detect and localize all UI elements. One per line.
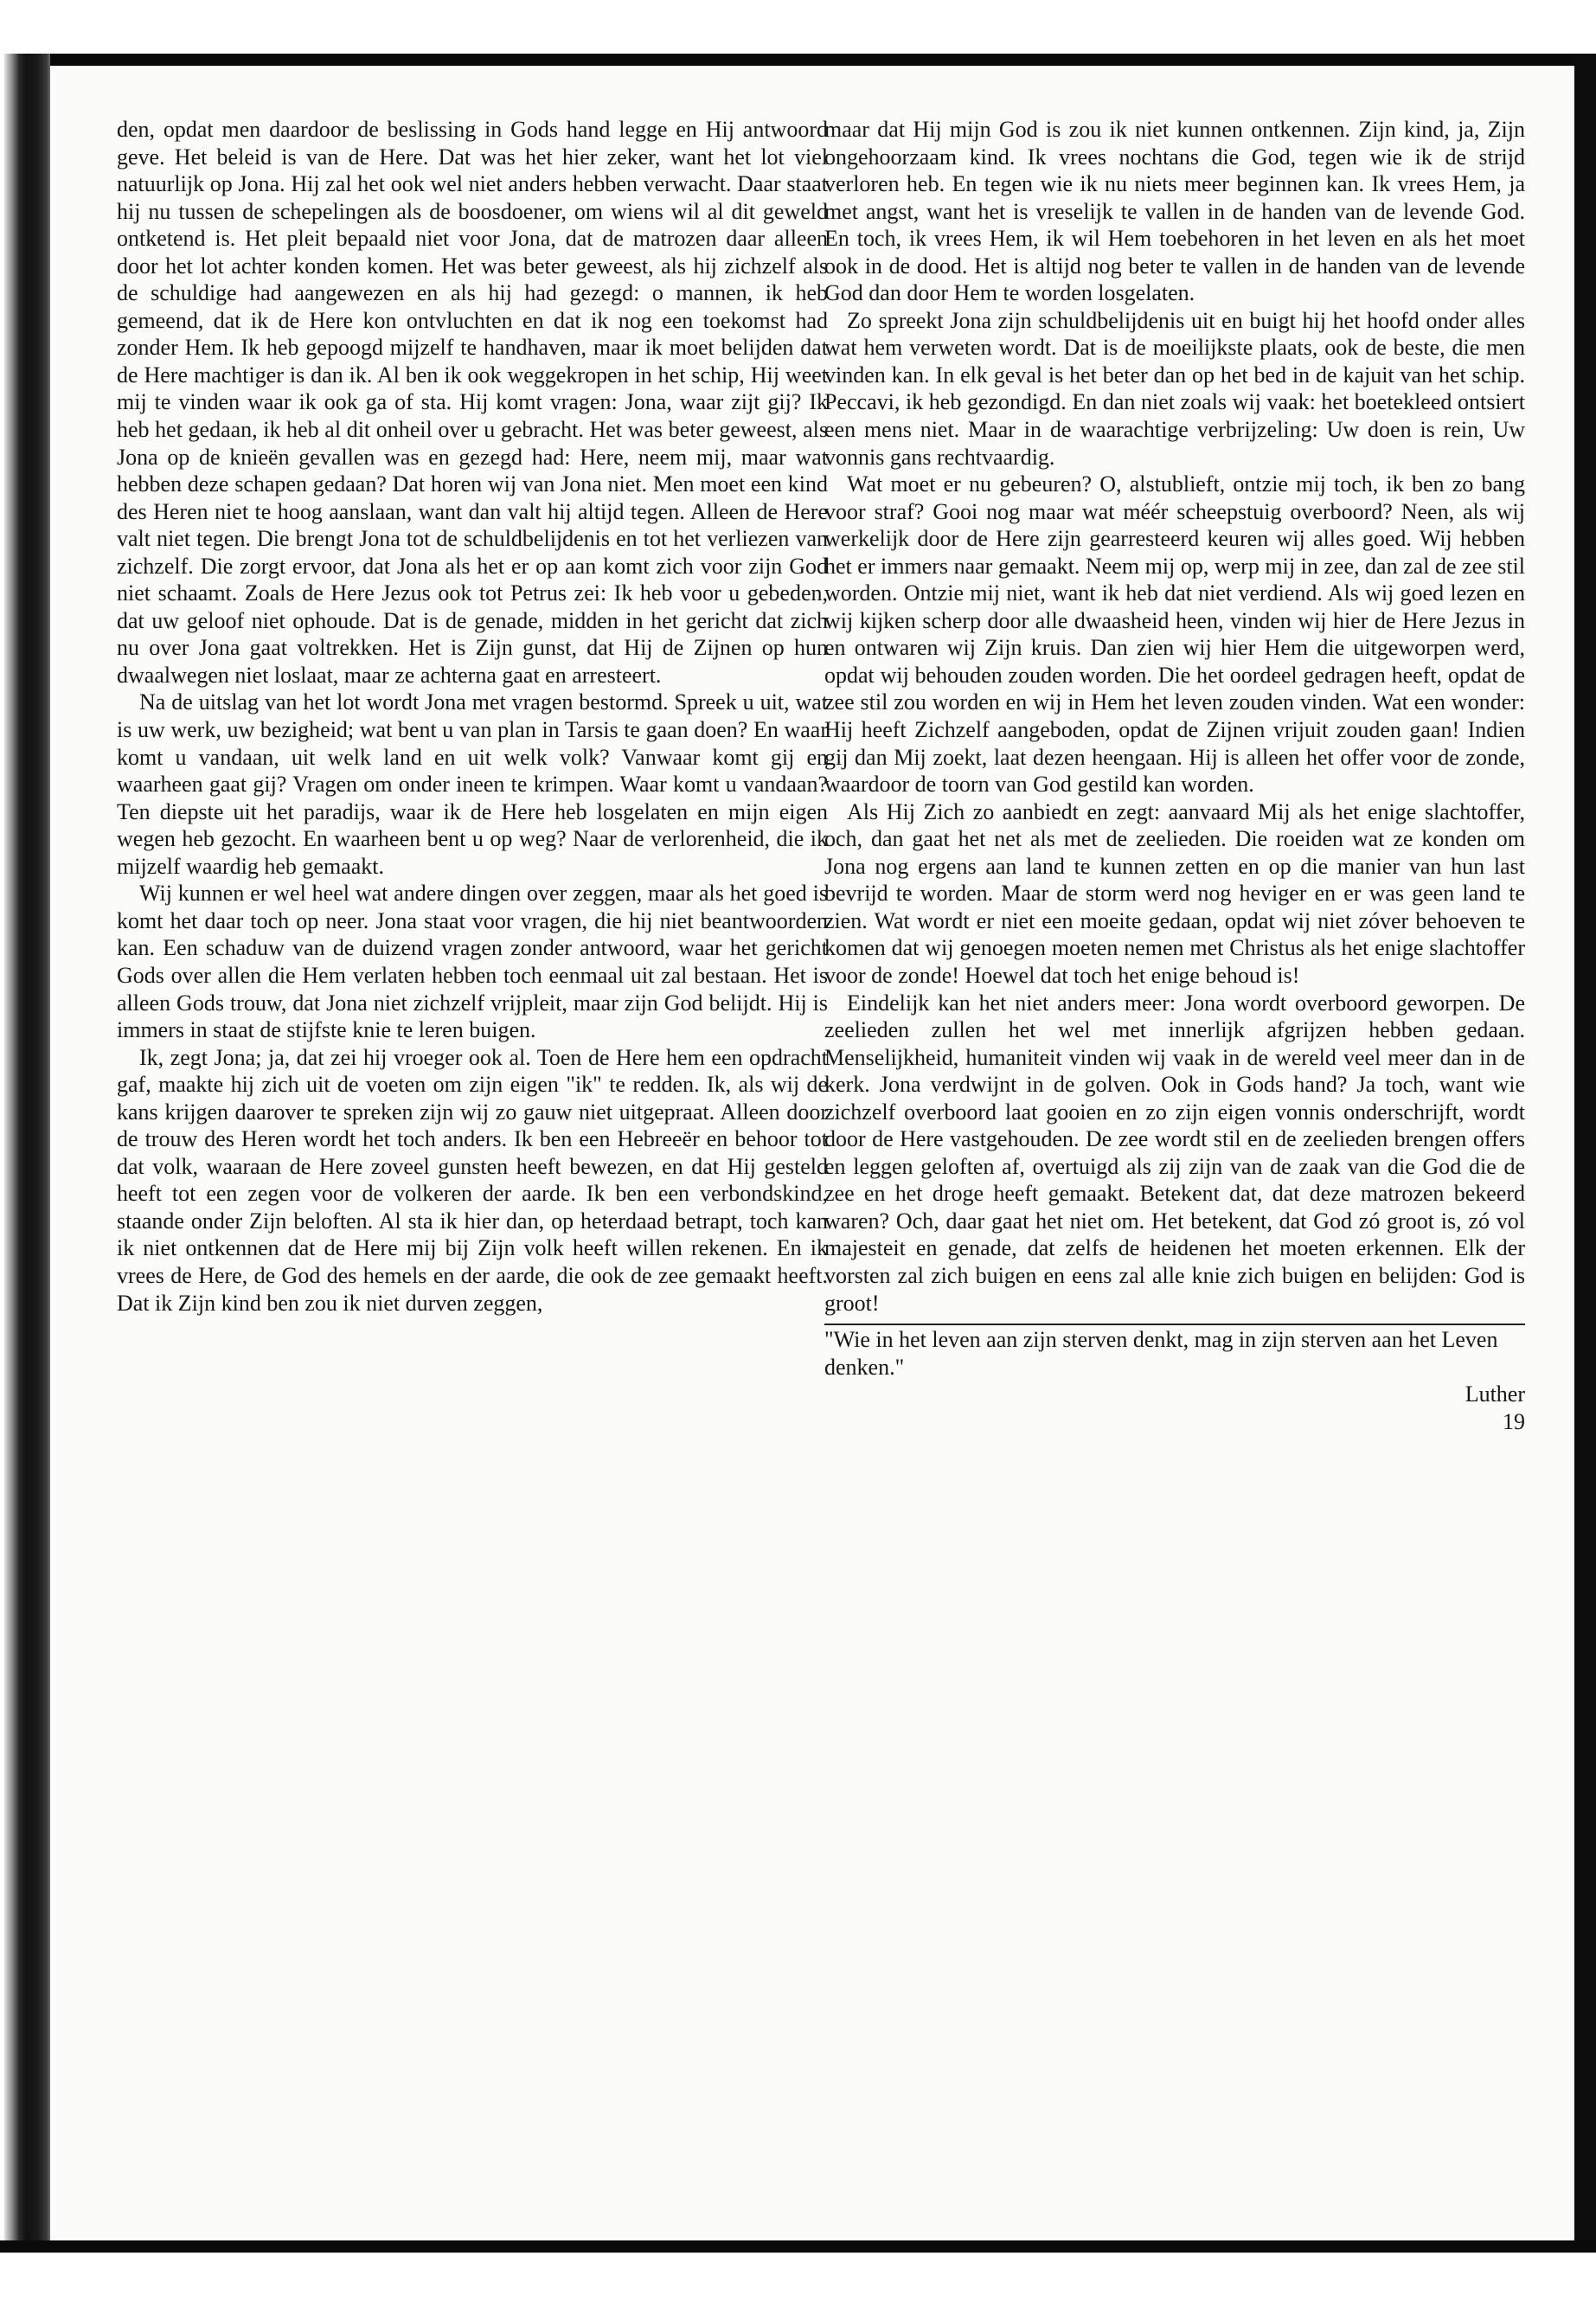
paragraph: Eindelijk kan het niet anders meer: Jona wordt overboord geworpen. De zeelieden zullen het wel met innerlijk afgrijzen hebben gedaan. Menselijkheid, humaniteit vinden wij vaak in de wereld veel meer dan in de kerk. Jona verdwijnt in de golven. Ook in Gods hand? Ja toch, want wie zichzelf overboord laat gooien en zo zijn eigen vonnis onderschrijft, wordt door de Here vastgehouden. De zee wordt stil en de zeelieden brengen offers en leggen geloften af, overtuigd als zij zijn van de zaak van die God die de zee en het droge heeft gemaakt. Betekent dat, dat deze matrozen bekeerd waren? Och, daar gaat het niet om. Het betekent, dat God zó groot is, zó vol majesteit en genade, dat zelfs de heidenen het moeten erkennen. Elk der vorsten zal zich buigen en eens zal alle knie zich buigen en belijden: God is groot! — [824, 990, 1525, 1316]
page-number: 19 — [1503, 1408, 1525, 1434]
right-column — [824, 116, 1525, 1435]
quote-author: Luther — [1465, 1381, 1525, 1407]
paragraph: Ik, zegt Jona; ja, dat zei hij vroeger ook al. Toen de Here hem een opdracht gaf, maakte hij zich uit de voeten om zijn eigen "ik" te redden. Ik, als wij de kans krijgen daarover te spreken zijn wij zo gauw niet uitgepraat. Alleen door de trouw des Heren wordt het toch anders. Ik ben een Hebreeër en behoor tot dat volk, waaraan de Here zoveel gunsten heeft bewezen, en dat Hij gesteld heeft tot een zegen voor de volkeren der aarde. Ik ben een verbondskind, staande onder Zijn beloften. Al sta ik hier dan, op heterdaad betrapt, toch kan ik niet ontkennen dat de Here mij bij Zijn volk heeft willen rekenen. En ik vrees de Here, de God des hemels en der aarde, die ook de zee gemaakt heeft. Dat ik Zijn kind ben zou ik niet durven zeggen, — [117, 1044, 828, 1316]
scan-border-right — [1574, 54, 1596, 2251]
luther-quote: "Wie in het leven aan zijn sterven denkt, mag in zijn sterven aan het Leven denken." — [824, 1327, 1498, 1380]
book-spine-shadow — [0, 54, 50, 2251]
paragraph: Als Hij Zich zo aanbiedt en zegt: aanvaard Mij als het enige slachtoffer, och, dan gaat het net als met de zeelieden. Die roeiden wat ze konden om Jona nog ergens aan land te kunnen zetten en op die manier van hun last bevrijd te worden. Maar de storm werd nog heviger en er was geen land te zien. Wat wordt er niet een moeite gedaan, opdat wij niet zóver behoeven te komen dat wij genoegen moeten nemen met Christus als het enige slachtoffer voor de zonde! Hoewel dat toch het enige behoud is! — [824, 798, 1525, 988]
paragraph: den, opdat men daardoor de beslissing in Gods hand legge en Hij antwoord geve. Het beleid is van de Here. Dat was het hier zeker, want het lot viel natuurlijk op Jona. Hij zal het ook wel niet anders hebben verwacht. Daar staat hij nu tussen de schepelingen als de boosdoener, om wiens wil al dit geweld ontketend is. Het pleit bepaald niet voor Jona, dat de matrozen daar alleen door het lot achter konden komen. Het was beter geweest, als hij zichzelf als de schuldige had aangewezen en als hij had gezegd: o mannen, ik heb gemeend, dat ik de Here kon ontvluchten en dat ik nog een toekomst had zonder Hem. Ik heb gepoogd mijzelf te handhaven, maar ik moet belijden dat de Here machtiger is dan ik. Al ben ik ook weggekropen in het schip, Hij weet mij te vinden waar ik ook ga of sta. Hij komt vragen: Jona, waar zijt gij? Ik heb het gedaan, ik heb al dit onheil over u gebracht. Het was beter geweest, als Jona op de knieën gevallen was en gezegd had: Here, neem mij, maar wat hebben deze schapen gedaan? Dat horen wij van Jona niet. Men moet een kind des Heren niet te hoog aanslaan, want dan valt hij altijd tegen. Alleen de Here valt niet tegen. Die brengt Jona tot de schuldbelijdenis en tot het verliezen van zichzelf. Die zorgt ervoor, dat Jona als het er op aan komt zich voor zijn God niet schaamt. Zoals de Here Jezus ook tot Petrus zei: Ik heb voor u gebeden, dat uw geloof niet ophoude. Dat is de genade, midden in het gericht dat zich nu over Jona gaat voltrekken. Het is Zijn gunst, dat Hij de Zijnen op hun dwaalwegen niet loslaat, maar ze achterna gaat en arresteert. — [117, 117, 828, 688]
scan-border-top — [0, 54, 1596, 66]
left-column — [117, 116, 828, 1317]
paragraph: Zo spreekt Jona zijn schuldbelijdenis uit en buigt hij het hoofd onder alles wat hem verweten wordt. Dat is de moeilijkste plaats, ook de beste, die men vinden kan. In elk geval is het beter dan op het bed in de kajuit van het schip. Peccavi, ik heb gezondigd. En dan niet zoals wij vaak: het boetekleed ontsiert een mens niet. Maar in de waarachtige verbrijzeling: Uw doen is rein, Uw vonnis gans rechtvaardig. — [824, 307, 1525, 470]
paragraph: Na de uitslag van het lot wordt Jona met vragen bestormd. Spreek u uit, wat is uw werk, uw bezigheid; wat bent u van plan in Tarsis te gaan doen? En waar komt u vandaan, uit welk land en uit welk volk? Vanwaar komt gij en waarheen gaat gij? Vragen om onder ineen te krimpen. Waar komt u vandaan? Ten diepste uit het paradijs, waar ik de Here heb losgelaten en mijn eigen wegen heb gezocht. En waarheen bent u op weg? Naar de verlorenheid, die ik mijzelf waardig heb gemaakt. — [117, 689, 828, 879]
paragraph: maar dat Hij mijn God is zou ik niet kunnen ontkennen. Zijn kind, ja, Zijn ongehoorzaam kind. Ik vrees nochtans die God, tegen wie ik de strijd verloren heb. En tegen wie ik nu niets meer beginnen kan. Ik vrees Hem, ja met angst, want het is vreselijk te vallen in de handen van de levende God. En toch, ik vrees Hem, ik wil Hem toebehoren in het leven en als het moet ook in de dood. Het is altijd nog beter te vallen in de handen van de levende God dan door Hem te worden losgelaten. — [824, 117, 1525, 306]
scan-border-bottom — [0, 2240, 1596, 2253]
quote-divider — [824, 1324, 1525, 1325]
paragraph: Wat moet er nu gebeuren? O, alstublieft, ontzie mij toch, ik ben zo bang voor straf? Gooi nog maar wat méér scheepstuig overboord? Neen, als wij werkelijk door de Here zijn gearresteerd keuren wij alles goed. Wij hebben het er immers naar gemaakt. Neem mij op, werp mij in zee, dan zal de zee stil worden. Ontzie mij niet, want ik heb dat niet verdiend. Als wij goed lezen en wij kijken scherp door alle dwaasheid heen, vinden wij hier de Here Jezus in en ontwaren wij Zijn kruis. Dan zien wij hier Hem die uitgeworpen werd, opdat wij behouden zouden worden. Die het oordeel gedragen heeft, opdat de zee stil zou worden en wij in Hem het leven zouden vinden. Wat een wonder: Hij heeft Zichzelf aangeboden, opdat de Zijnen vrijuit zouden gaan! Indien gij dan Mij zoekt, laat dezen heengaan. Hij is alleen het offer voor de zonde, waardoor de toorn van God gestild kan worden. — [824, 471, 1525, 798]
paragraph: Wij kunnen er wel heel wat andere dingen over zeggen, maar als het goed is komt het daar toch op neer. Jona staat voor vragen, die hij niet beantwoorden kan. Een schaduw van de duizend vragen zonder antwoord, waar het gericht Gods over allen die Hem verlaten hebben toch eenmaal uit zal bestaan. Het is alleen Gods trouw, dat Jona niet zichzelf vrijpleit, maar zijn God belijdt. Hij is immers in staat de stijfste knie te leren buigen. — [117, 881, 828, 1043]
book-page — [50, 66, 1574, 2240]
